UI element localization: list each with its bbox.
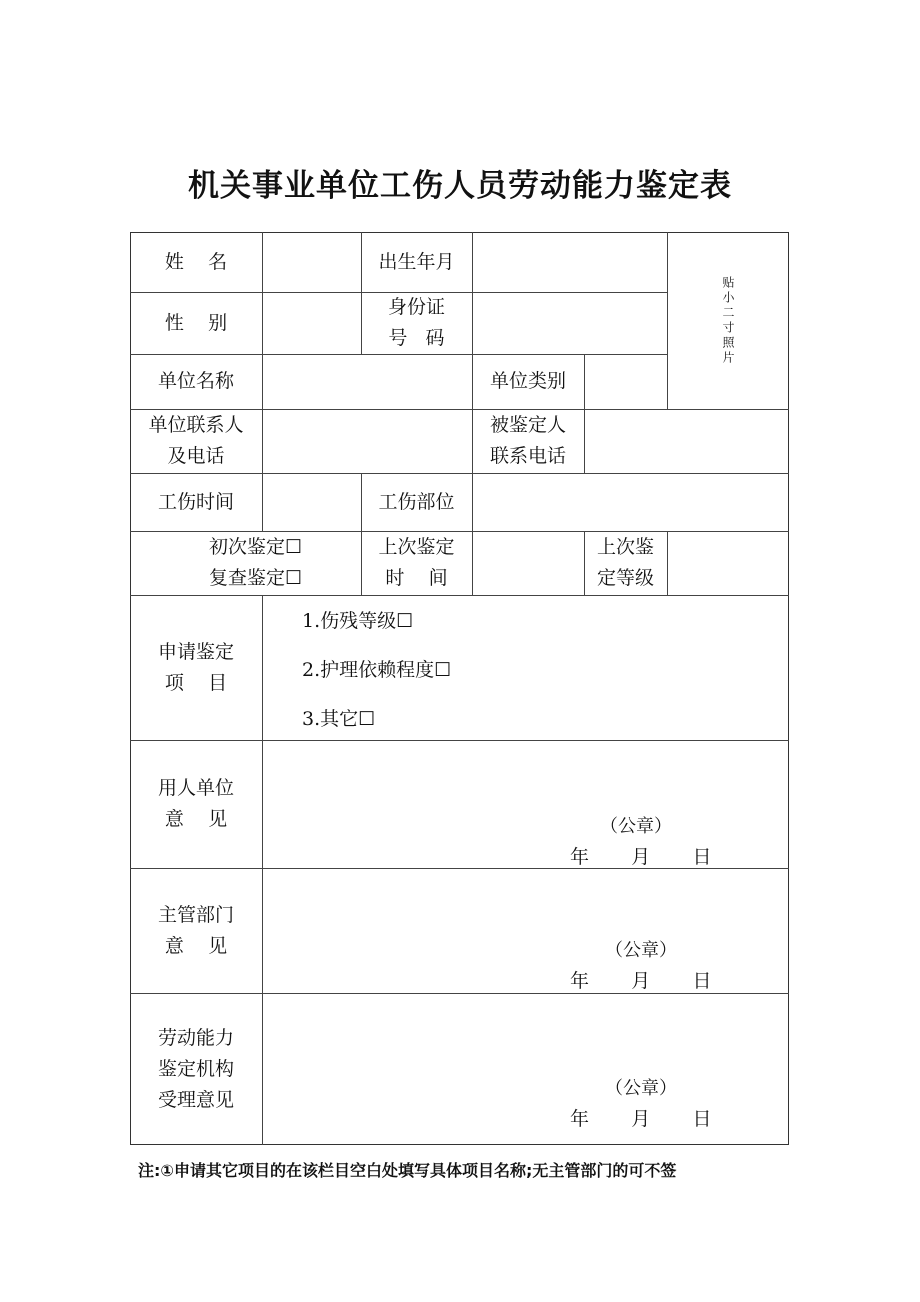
employer-date: 年 月 日: [570, 846, 712, 868]
label-last-appraisal-grade: 上次鉴 定等级: [596, 536, 654, 589]
label-id-number: 身份证 号 码: [387, 296, 445, 349]
input-injury-part[interactable]: [472, 473, 789, 531]
input-unit-type[interactable]: [584, 354, 667, 409]
input-unit-name[interactable]: [262, 354, 472, 409]
label-unit-type: 单位类别: [489, 370, 566, 392]
label-name: 姓 名: [164, 251, 228, 273]
label-gender: 性 别: [164, 311, 228, 334]
apply-option-disability-grade[interactable]: 1.伤残等级☐: [302, 610, 414, 632]
input-unit-contact[interactable]: [262, 409, 472, 473]
agency-date: 年 月 日: [570, 1108, 712, 1130]
input-birth[interactable]: [472, 233, 667, 292]
agency-seal: （公章）: [605, 1078, 677, 1099]
supervisor-seal: （公章）: [605, 940, 677, 961]
label-unit-name: 单位名称: [157, 370, 234, 392]
input-injury-time[interactable]: [262, 473, 361, 531]
label-unit-contact: 单位联系人 及电话: [148, 414, 244, 467]
input-name[interactable]: [262, 233, 361, 292]
appraisal-type-checkboxes[interactable]: 初次鉴定☐ 复查鉴定☐: [208, 536, 303, 589]
label-injury-part: 工伤部位: [378, 490, 455, 513]
input-gender[interactable]: [262, 292, 361, 354]
label-apply-items: 申请鉴定 项 目: [157, 640, 234, 694]
label-appraisee-contact: 被鉴定人 联系电话: [489, 414, 566, 467]
apply-option-care-dependency[interactable]: 2.护理依赖程度☐: [302, 659, 452, 681]
page-title: 机关事业单位工伤人员劳动能力鉴定表: [188, 168, 732, 204]
label-birth: 出生年月: [378, 251, 455, 273]
label-injury-time: 工伤时间: [157, 490, 234, 513]
label-last-appraisal-time: 上次鉴定 时 间: [378, 536, 455, 589]
input-last-appraisal-grade[interactable]: [667, 531, 789, 595]
apply-option-other[interactable]: 3.其它☐: [302, 708, 376, 730]
label-employer-opinion: 用人单位 意 见: [157, 777, 234, 830]
employer-seal: （公章）: [600, 816, 672, 837]
label-supervisor-opinion: 主管部门 意 见: [157, 903, 234, 957]
supervisor-date: 年 月 日: [570, 970, 712, 992]
footnote: 注:①申请其它项目的在该栏目空白处填写具体项目名称;无主管部门的可不签: [138, 1161, 677, 1180]
input-id-number[interactable]: [472, 292, 667, 354]
label-agency-opinion: 劳动能力 鉴定机构 受理意见: [157, 1026, 234, 1111]
photo-placeholder: 贴小二寸照片: [721, 276, 735, 366]
input-appraisee-contact[interactable]: [584, 409, 789, 473]
input-last-appraisal-time[interactable]: [472, 531, 584, 595]
